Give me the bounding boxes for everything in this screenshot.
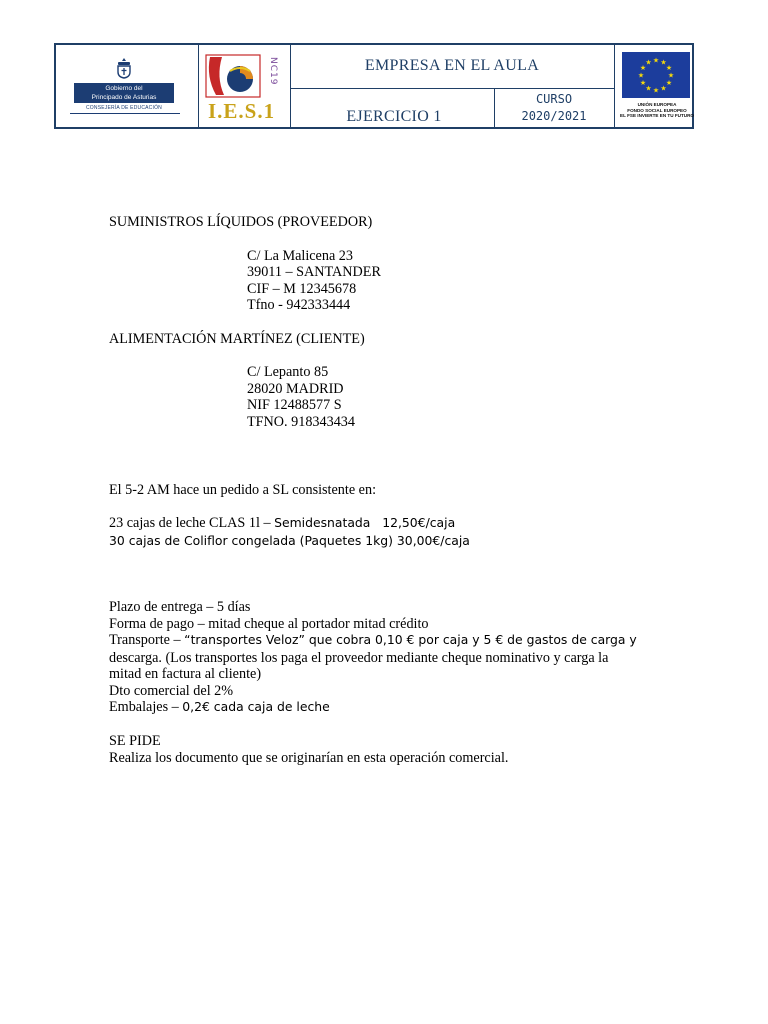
eu-logo	[618, 52, 694, 122]
ies-logo-text: I.E.S.1	[208, 99, 276, 123]
eu-star-icon: ★	[667, 71, 675, 80]
eu-caption-line3: EL FSE INVIERTE EN TU FUTURO	[620, 113, 694, 119]
eu-star-icon: ★	[660, 84, 667, 93]
supplier-phone: Tfno - 942333444	[247, 297, 351, 313]
payment-method: Forma de pago – mitad cheque al portador mitad crédito	[109, 616, 429, 632]
page-title: EMPRESA EN EL AULA	[364, 57, 540, 74]
eu-star-icon: ★	[645, 58, 652, 67]
eu-flag	[622, 52, 690, 98]
eu-caption-line2: FONDO SOCIAL EUROPEO	[627, 107, 687, 113]
task-text: Realiza los documento que se originarían en esta operación comercial.	[109, 750, 509, 766]
consejeria-label: CONSEJERÍA DE EDUCACIÓN	[85, 105, 162, 111]
transport-line-1	[109, 632, 637, 649]
eu-star-icon: ★	[660, 58, 667, 67]
supplier-address: C/ La Malicena 23	[247, 248, 353, 264]
order-item-1-product: 23 cajas de leche CLAS 1l –	[109, 515, 275, 531]
transport-line-3: mitad en factura al cliente)	[109, 666, 262, 682]
eu-star-icon: ★	[639, 79, 647, 87]
order-item-1-price: Semidesnatada 12,50€/caja	[274, 515, 456, 530]
header-divider	[290, 88, 614, 89]
eu-star-icon: ★	[652, 86, 660, 95]
supplier-city: 39011 – SANTANDER	[247, 264, 381, 280]
client-nif: NIF 12488577 S	[247, 397, 342, 413]
eu-star-icon: ★	[637, 71, 645, 80]
ies-logo	[204, 51, 288, 125]
eu-star-icon: ★	[645, 84, 652, 93]
commercial-discount: Dto comercial del 2%	[109, 683, 234, 699]
eu-star-icon: ★	[639, 64, 647, 72]
course-box	[494, 91, 614, 125]
transport-label: Transporte –	[109, 632, 185, 648]
packaging-label: Embalajes –	[109, 699, 183, 715]
gobierno-line1: Gobierno del	[105, 85, 143, 92]
order-intro: El 5-2 AM hace un pedido a SL consistente en:	[109, 482, 377, 498]
client-phone: TFNO. 918343434	[247, 414, 355, 430]
client-address: C/ Lepanto 85	[247, 364, 329, 380]
task-heading: SE PIDE	[109, 733, 161, 749]
eu-star-icon: ★	[652, 56, 660, 65]
exercise-label: EJERCICIO 1	[346, 108, 442, 125]
ies-logo-side-text: NC19	[268, 57, 278, 86]
supplier-heading: SUMINISTROS LÍQUIDOS (PROVEEDOR)	[109, 214, 373, 230]
eu-caption-line1: UNIÓN EUROPEA	[637, 102, 677, 107]
gobierno-name-box	[74, 83, 174, 103]
client-city: 28020 MADRID	[247, 381, 344, 397]
transport-line-2: descarga. (Los transportes los paga el proveedor mediante cheque nominativo y carga la	[109, 650, 609, 666]
order-item-2: 30 cajas de Coliflor congelada (Paquetes 1kg) 30,00€/caja	[109, 533, 470, 548]
order-item-1	[109, 515, 455, 532]
gobierno-asturias-logo	[70, 57, 180, 117]
packaging-detail: 0,2€ cada caja de leche	[182, 699, 330, 714]
client-heading: ALIMENTACIÓN MARTÍNEZ (CLIENTE)	[109, 331, 365, 347]
logo-rule	[70, 113, 180, 114]
eu-caption	[618, 102, 696, 119]
eu-star-icon: ★	[665, 64, 673, 72]
supplier-cif: CIF – M 12345678	[247, 281, 357, 297]
document-header	[54, 43, 694, 129]
transport-detail: “transportes Veloz” que cobra 0,10 € por caja y 5 € de gastos de carga y	[184, 632, 637, 647]
crest-icon	[114, 57, 134, 79]
eu-star-icon: ★	[665, 79, 673, 87]
course-label: CURSO	[535, 92, 573, 106]
course-year: 2020/2021	[521, 109, 587, 123]
header-divider	[614, 45, 615, 127]
eu-stars-icon	[622, 52, 690, 98]
header-divider	[198, 45, 199, 127]
delivery-term: Plazo de entrega – 5 días	[109, 599, 251, 615]
gobierno-line2: Principado de Asturias	[91, 94, 157, 101]
packaging-line	[109, 699, 330, 716]
